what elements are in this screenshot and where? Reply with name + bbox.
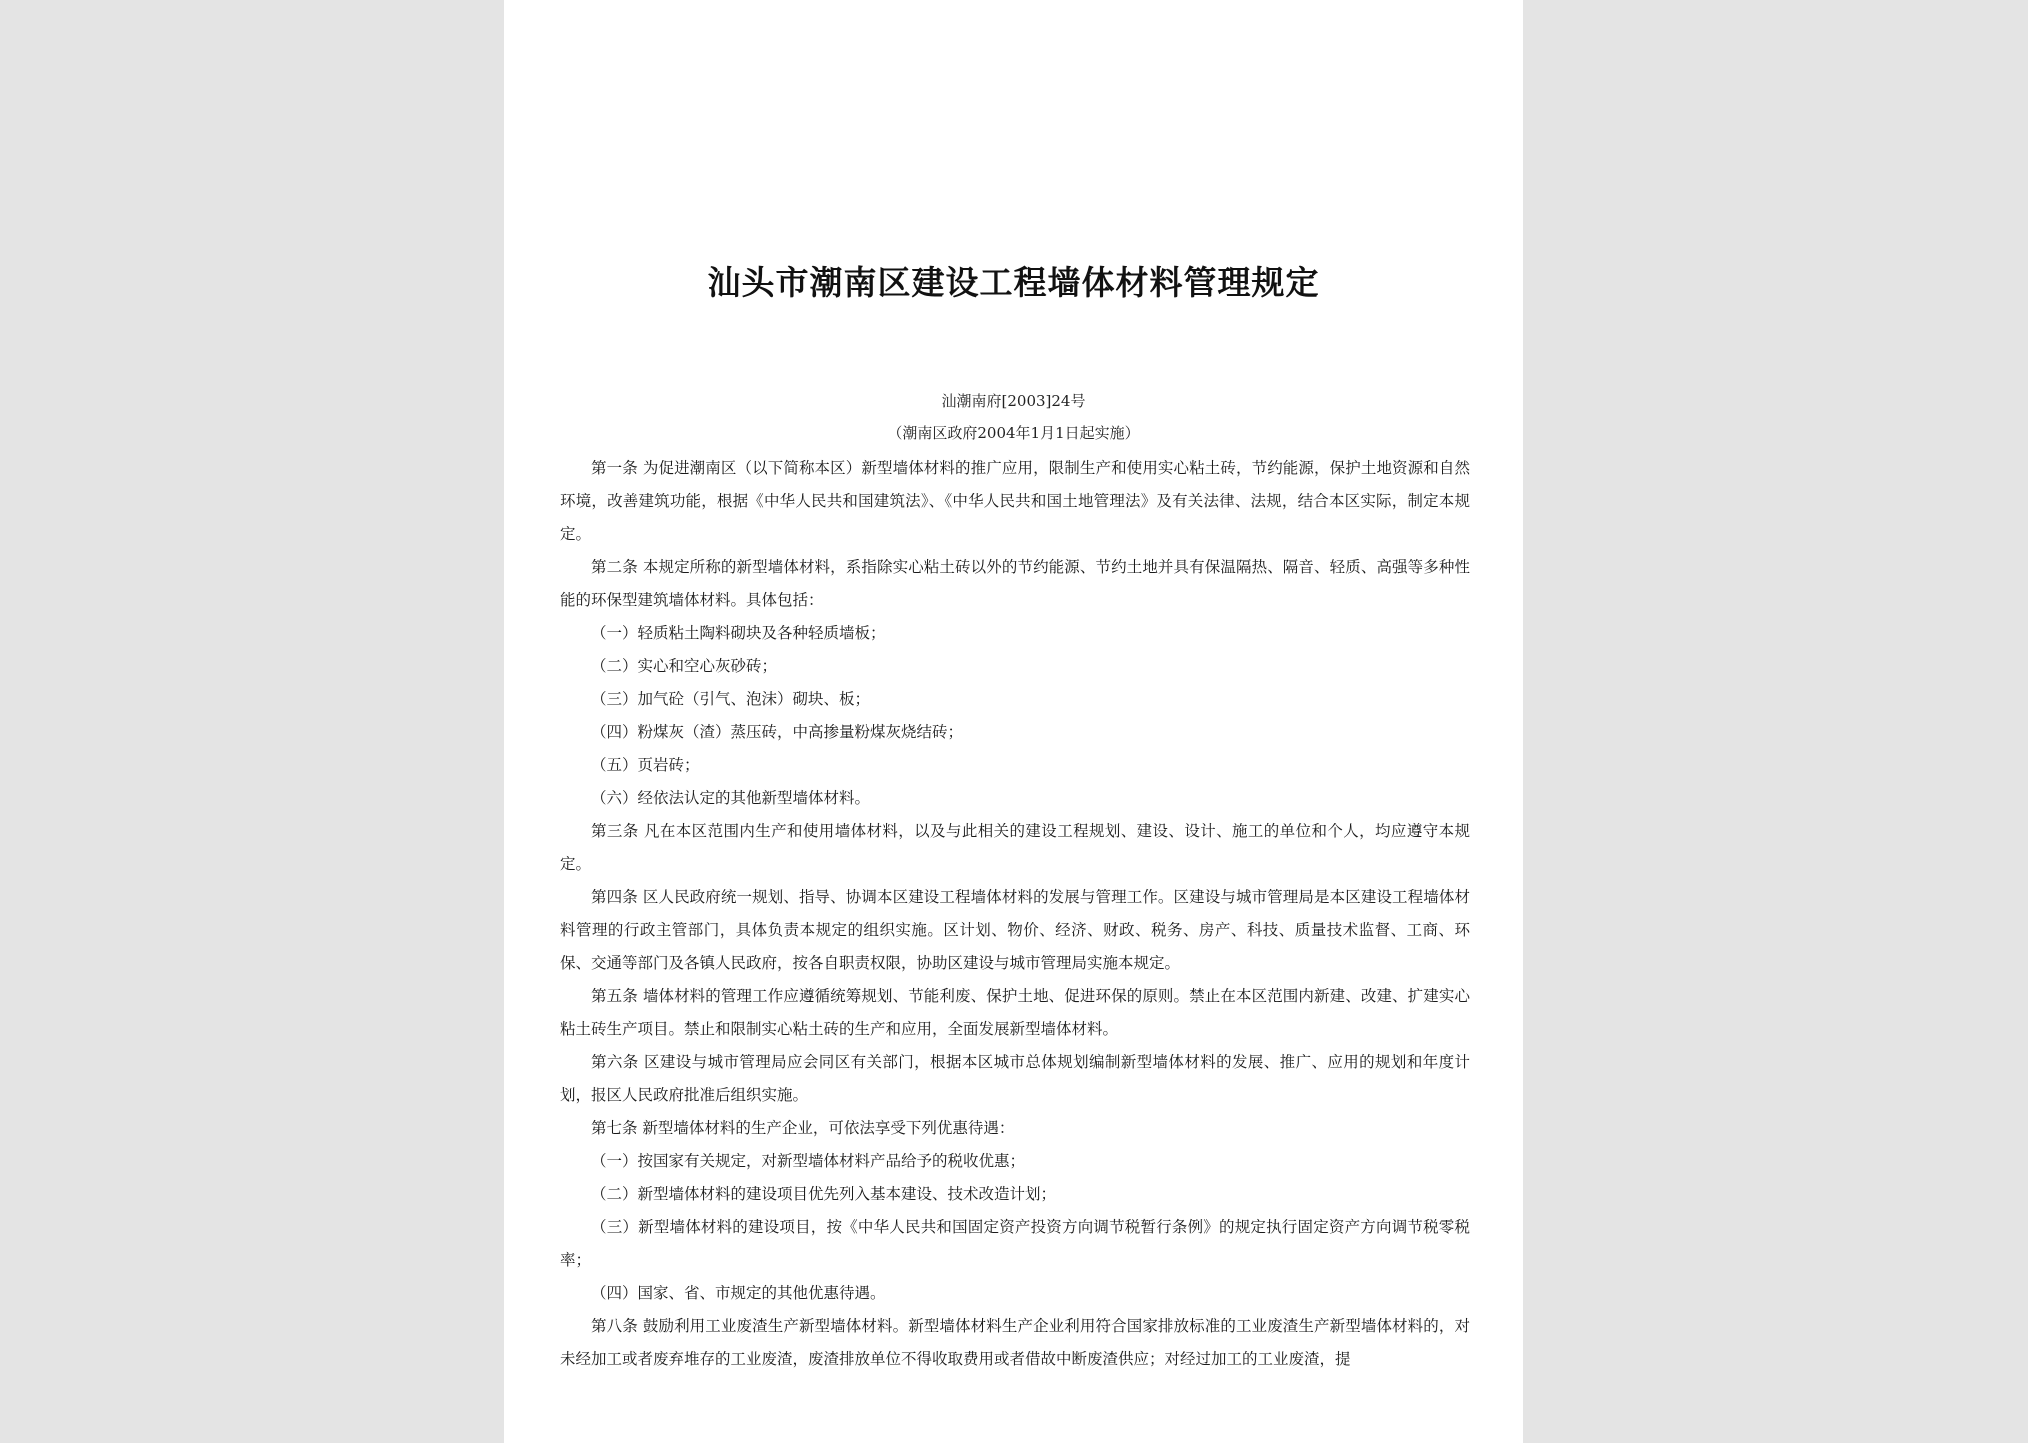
- document-number: 汕潮南府[2003]24号: [941, 392, 1086, 410]
- paragraph: 第七条 新型墙体材料的生产企业，可依法享受下列优惠待遇：: [591, 1119, 1015, 1137]
- document-body: [560, 452, 1470, 1376]
- list-item: （六）经依法认定的其他新型墙体材料。: [591, 789, 871, 807]
- paragraph: 第八条 鼓励利用工业废渣生产新型墙体材料。新型墙体材料生产企业利用符合国家排放标准的工业废渣生产新型墙体材料的，对未经加工或者废弃堆存的工业废渣，废渣排放单位不得收取费用或者借故中断废渣供应；对经过加工的工业废渣，提: [560, 1317, 1470, 1368]
- list-item: （三）新型墙体材料的建设项目，按《中华人民共和国固定资产投资方向调节税暂行条例》的规定执行固定资产方向调节税零税率；: [560, 1218, 1470, 1269]
- paragraph: 第五条 墙体材料的管理工作应遵循统筹规划、节能利废、保护土地、促进环保的原则。禁止在本区范围内新建、改建、扩建实心粘土砖生产项目。禁止和限制实心粘土砖的生产和应用，全面发展新型墙体材料。: [560, 987, 1470, 1038]
- list-item: （一）按国家有关规定，对新型墙体材料产品给予的税收优惠；: [591, 1152, 1026, 1170]
- document-page: [504, 0, 1523, 1443]
- paragraph: 第四条 区人民政府统一规划、指导、协调本区建设工程墙体材料的发展与管理工作。区建设与城市管理局是本区建设工程墙体材料管理的行政主管部门，具体负责本规定的组织实施。区计划、物价、经济、财政、税务、房产、科技、质量技术监督、工商、环保、交通等部门及各镇人民政府，按各自职责权限，协助区建设与城市管理局实施本规定。: [560, 888, 1470, 972]
- document-title: 汕头市潮南区建设工程墙体材料管理规定: [707, 263, 1320, 302]
- list-item: （一）轻质粘土陶料砌块及各种轻质墙板；: [591, 624, 886, 642]
- list-item: （二）实心和空心灰砂砖；: [591, 657, 778, 675]
- list-item: （二）新型墙体材料的建设项目优先列入基本建设、技术改造计划；: [591, 1185, 1057, 1203]
- effective-date-note: （潮南区政府2004年1月1日起实施）: [887, 424, 1140, 442]
- list-item: （三）加气砼（引气、泡沫）砌块、板；: [591, 690, 871, 708]
- paragraph: 第二条 本规定所称的新型墙体材料，系指除实心粘土砖以外的节约能源、节约土地并具有保温隔热、隔音、轻质、高强等多种性能的环保型建筑墙体材料。具体包括：: [560, 558, 1470, 609]
- list-item: （四）粉煤灰（渣）蒸压砖，中高掺量粉煤灰烧结砖；: [591, 723, 964, 741]
- list-item: （四）国家、省、市规定的其他优惠待遇。: [591, 1284, 886, 1302]
- paragraph: 第三条 凡在本区范围内生产和使用墙体材料，以及与此相关的建设工程规划、建设、设计、施工的单位和个人，均应遵守本规定。: [560, 822, 1470, 873]
- paragraph: 第一条 为促进潮南区（以下简称本区）新型墙体材料的推广应用，限制生产和使用实心粘土砖，节约能源，保护土地资源和自然环境，改善建筑功能，根据《中华人民共和国建筑法》、《中华人民共和国土地管理法》及有关法律、法规，结合本区实际，制定本规定。: [560, 459, 1470, 543]
- list-item: （五）页岩砖；: [591, 756, 700, 774]
- paragraph: 第六条 区建设与城市管理局应会同区有关部门，根据本区城市总体规划编制新型墙体材料的发展、推广、应用的规划和年度计划，报区人民政府批准后组织实施。: [560, 1053, 1470, 1104]
